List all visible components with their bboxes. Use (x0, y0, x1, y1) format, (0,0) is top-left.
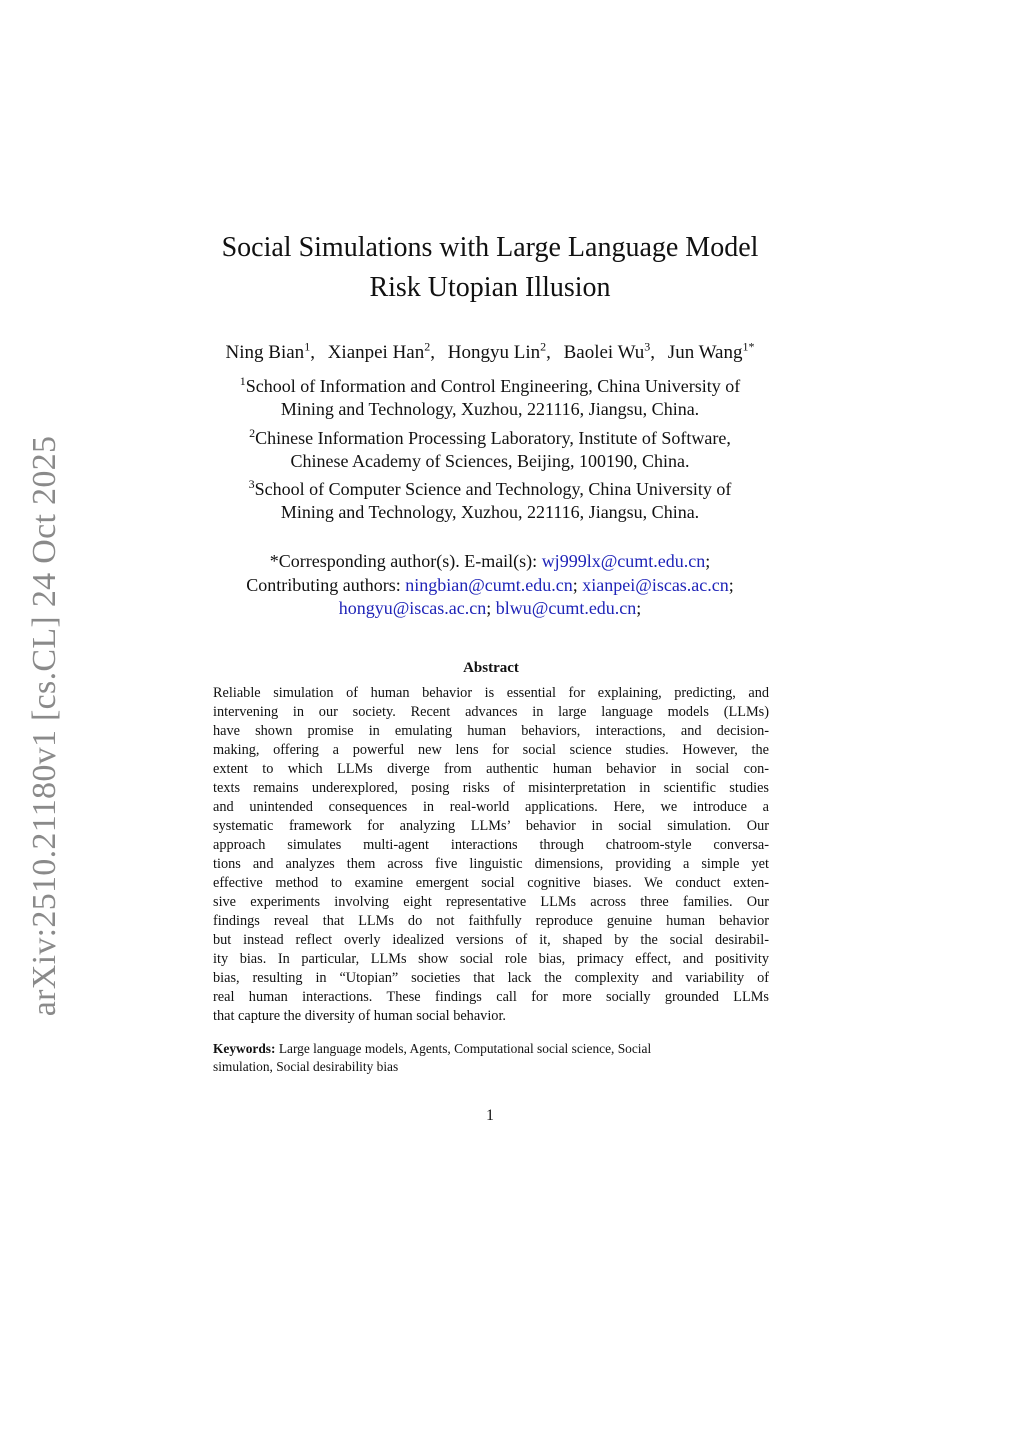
contact-block (180, 550, 800, 621)
title-line-1: Social Simulations with Large Language Model (221, 232, 759, 263)
abstract-line: and unintended consequences in real-world applications. Here, we introduce a (213, 799, 769, 815)
abstract-line: tions and analyzes them across five linguistic dimensions, providing a simple yet (213, 856, 769, 872)
author-list (150, 334, 830, 366)
affiliation-3: $^3$School of Computer Science and Technology, China University of (248, 477, 732, 500)
abstract-line: intervening in our society. Recent advances in large language models (LLMs) (213, 704, 769, 720)
keywords-line-1: Keywords: Large language models, Agents, Computational social science, Social (213, 1041, 652, 1056)
abstract-line: extent to which LLMs diverge from authentic human behavior in social con- (213, 761, 769, 777)
abstract-line: effective method to examine emergent social cognitive biases. We conduct exten- (213, 875, 769, 891)
abstract-line: systematic framework for analyzing LLMs’ behavior in social simulation. Our (213, 818, 769, 834)
email-link[interactable]: blwu@cumt.edu.cn (495, 598, 637, 618)
abstract-line: findings reveal that LLMs do not faithfully reproduce genuine human behavior (213, 913, 769, 929)
abstract-line: but instead reflect overly idealized versions of it, shaped by the social desirabil- (213, 932, 769, 948)
keywords-line-2: simulation, Social desirability bias (213, 1058, 399, 1074)
email-link[interactable]: hongyu@iscas.ac.cn (338, 598, 487, 618)
abstract-line: ity bias. In particular, LLMs show social role bias, primacy effect, and positivity (213, 951, 769, 967)
affiliation-list (180, 370, 800, 525)
abstract-heading: Abstract (463, 660, 519, 676)
abstract-line: texts remains underexplored, posing risks of misinterpretation in scientific studies (213, 780, 769, 796)
abstract-body (213, 684, 769, 1026)
affiliation-3-cont: Mining and Technology, Xuzhou, 221116, Jiangsu, China. (280, 502, 700, 523)
abstract-line: have shown promise in emulating human behaviors, interactions, and decision- (213, 723, 769, 739)
affiliation-1: $^1$School of Information and Control Engineering, China University of (239, 374, 741, 396)
keywords-label: Keywords: (213, 1041, 276, 1056)
abstract-line: bias, resulting in “Utopian” societies that lack the complexity and variability of (213, 970, 769, 986)
abstract-line: sive experiments involving eight representative LLMs across three families. Our (213, 894, 769, 910)
contributing-authors-line: Contributing authors: ningbian@cumt.edu.cn; xianpei@iscas.ac.cn; (246, 574, 734, 595)
contributing-authors-line-2: hongyu@iscas.ac.cn; blwu@cumt.edu.cn; (338, 598, 642, 618)
paper-title (180, 228, 800, 308)
email-link[interactable]: wj999lx@cumt.edu.cn (541, 551, 706, 571)
title-line-2: Risk Utopian Illusion (369, 272, 611, 303)
abstract-line: making, offering a powerful new lens for social science studies. However, the (213, 742, 769, 758)
author-name: Xianpei Han$^2$, (327, 340, 435, 364)
author-name: Jun Wang$^{1*}$ (667, 340, 755, 364)
arxiv-identifier-stamp: arXiv:2510.21180v1 [cs.CL] 24 Oct 2025 (26, 435, 63, 1017)
affiliation-2-cont: Chinese Academy of Sciences, Beijing, 100190, China. (290, 450, 690, 471)
author-name: Hongyu Lin$^2$, (447, 340, 551, 364)
page-number: 1 (486, 1107, 494, 1124)
author-name: Baolei Wu$^3$, (563, 340, 656, 364)
email-link[interactable]: xianpei@iscas.ac.cn (582, 574, 729, 595)
abstract-line: real human interactions. These findings call for more socially grounded LLMs (213, 989, 769, 1005)
keywords-block (213, 1040, 769, 1075)
abstract-line: approach simulates multi-agent interactions through chatroom-style conversa- (213, 837, 769, 853)
affiliation-1-cont: Mining and Technology, Xuzhou, 221116, Jiangsu, China. (280, 399, 700, 420)
email-link[interactable]: ningbian@cumt.edu.cn (405, 574, 573, 595)
abstract-line: that capture the diversity of human social behavior. (213, 1008, 506, 1024)
corresponding-author-line: *Corresponding author(s). E-mail(s): wj999lx@cumt.edu.cn; (269, 551, 711, 571)
abstract-line: Reliable simulation of human behavior is essential for explaining, predicting, and (213, 685, 769, 701)
author-name: Ning Bian$^1$, (225, 340, 315, 364)
affiliation-2: $^2$Chinese Information Processing Laboratory, Institute of Software, (249, 425, 731, 448)
